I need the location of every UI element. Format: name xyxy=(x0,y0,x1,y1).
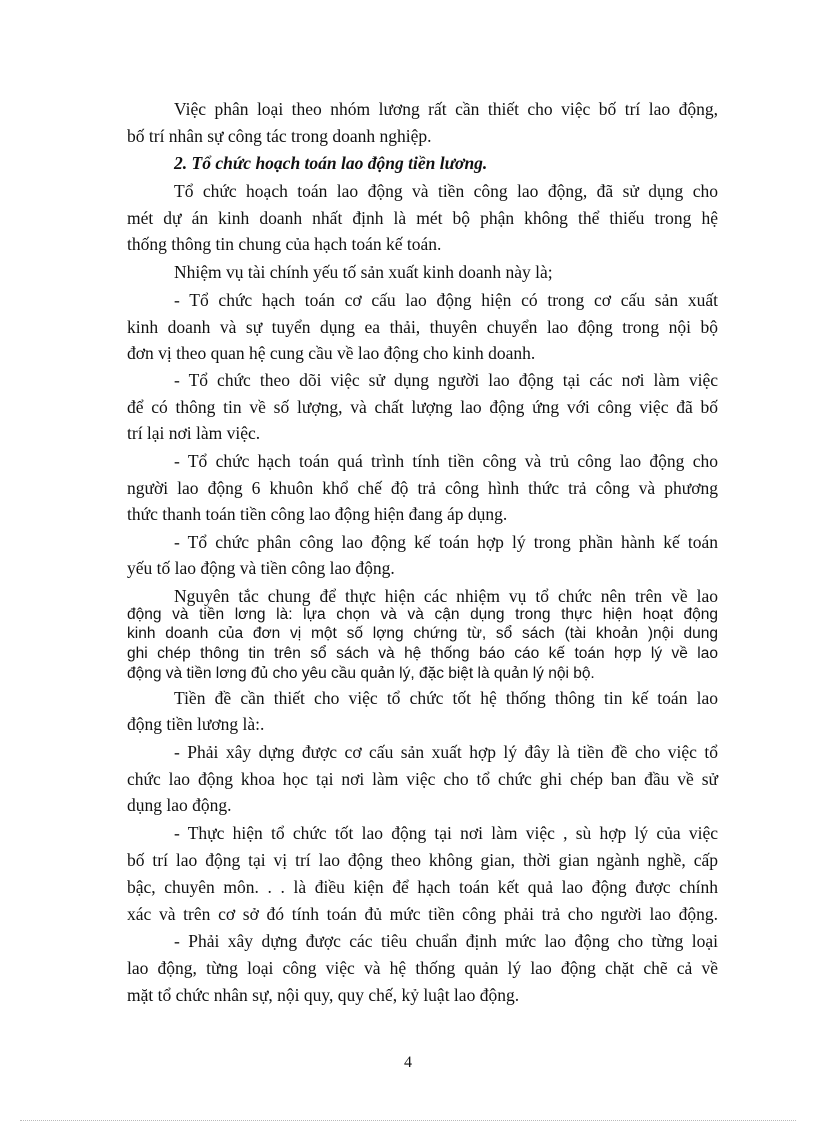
text-line: yếu tố lao động và tiền công lao động. xyxy=(127,558,395,578)
text-line: Nguyên tắc chung để thực hiện các nhiệm vụ tổ chức nên trên về lao xyxy=(174,586,718,606)
text-line: người lao động 6 khuôn khổ chế độ trả công hình thức trả công và phương xyxy=(127,478,718,498)
page-bottom-border xyxy=(20,1120,796,1121)
text-line: trí lại nơi làm việc. xyxy=(127,423,261,443)
text-line: thống thông tin chung của hạch toán kế toán. xyxy=(127,234,442,254)
text-line: để có thông tin về số lượng, và chất lượng lao động ứng với công việc đã bố xyxy=(127,397,718,417)
text-line: động tiền lương là:. xyxy=(127,714,265,734)
text-line: động và tiền lơng là: lựa chọn và và cận dụng trong thực hiện hoạt động xyxy=(127,606,718,623)
text-line: xác và trên cơ sở đó tính toán đủ mức tiền công phải trả cho người lao động. xyxy=(127,904,718,924)
text-line: Nhiệm vụ tài chính yếu tố sản xuất kinh doanh này là; xyxy=(174,262,553,282)
text-line: bố trí lao động tại vị trí lao động theo không gian, thời gian ngành nghề, cấp xyxy=(127,850,718,870)
text-line: - Phải xây dựng được các tiêu chuẩn định mức lao động cho từng loại xyxy=(174,931,718,951)
text-line: Tổ chức hoạch toán lao động và tiền công lao động, đã sử dụng cho xyxy=(174,181,718,201)
text-line: thức thanh toán tiền công lao động hiện đang áp dụng. xyxy=(127,504,508,524)
page-number: 4 xyxy=(404,1054,412,1071)
text-line: kinh doanh và sự tuyển dụng ea thải, thuyên chuyển lao động trong nội bộ xyxy=(127,317,718,337)
text-line: đơn vị theo quan hệ cung cầu về lao động cho kinh doanh. xyxy=(127,343,536,363)
text-line: - Tổ chức hạch toán cơ cấu lao động hiện có trong cơ cấu sản xuất xyxy=(174,290,718,310)
text-line: mặt tổ chức nhân sự, nội quy, quy chế, kỷ luật lao động. xyxy=(127,985,520,1005)
text-line: động và tiền lơng đủ cho yêu cầu quản lý, đặc biệt là quản lý nội bộ. xyxy=(127,665,595,682)
text-line: bậc, chuyên môn. . . là điều kiện để hạch toán kết quả lao động được chính xyxy=(127,877,718,897)
text-line: dụng lao động. xyxy=(127,795,232,815)
text-line: mét dự án kinh doanh nhất định là mét bộ phận không thể thiếu trong hệ xyxy=(127,208,718,228)
text-line: chức lao động khoa học tại nơi làm việc cho tổ chức ghi chép ban đầu về sử xyxy=(127,769,718,789)
text-line: kinh doanh của đơn vị một số lợng chứng từ, sổ sách (tài khoản )nội dung xyxy=(127,625,718,642)
text-line: ghi chép thông tin trên sổ sách và hệ thống báo cáo kế toán hợp lý về lao xyxy=(127,645,718,662)
text-line: - Tổ chức phân công lao động kế toán hợp lý trong phần hành kế toán xyxy=(174,532,718,552)
text-line: Việc phân loại theo nhóm lương rất cần thiết cho việc bố trí lao động, xyxy=(174,99,718,119)
text-line: bố trí nhân sự công tác trong doanh nghiệp. xyxy=(127,126,432,146)
text-line: Tiền đề cần thiết cho việc tổ chức tốt hệ thống thông tin kế toán lao xyxy=(174,688,718,708)
text-line: - Thực hiện tổ chức tốt lao động tại nơi làm việc , sù hợp lý của việc xyxy=(174,823,718,843)
text-line: - Tổ chức hạch toán quá trình tính tiền công và trủ công lao động cho xyxy=(174,451,718,471)
text-line: - Tổ chức theo dõi việc sử dụng người lao động tại các nơi làm việc xyxy=(174,370,718,390)
text-line: - Phải xây dựng được cơ cấu sản xuất hợp lý đây là tiền đề cho việc tổ xyxy=(174,742,718,762)
text-line: lao động, từng loại công việc và hệ thống quản lý lao động chặt chẽ cả về xyxy=(127,958,718,978)
section-heading: 2. Tổ chức hoạch toán lao động tiền lương. xyxy=(174,153,488,173)
